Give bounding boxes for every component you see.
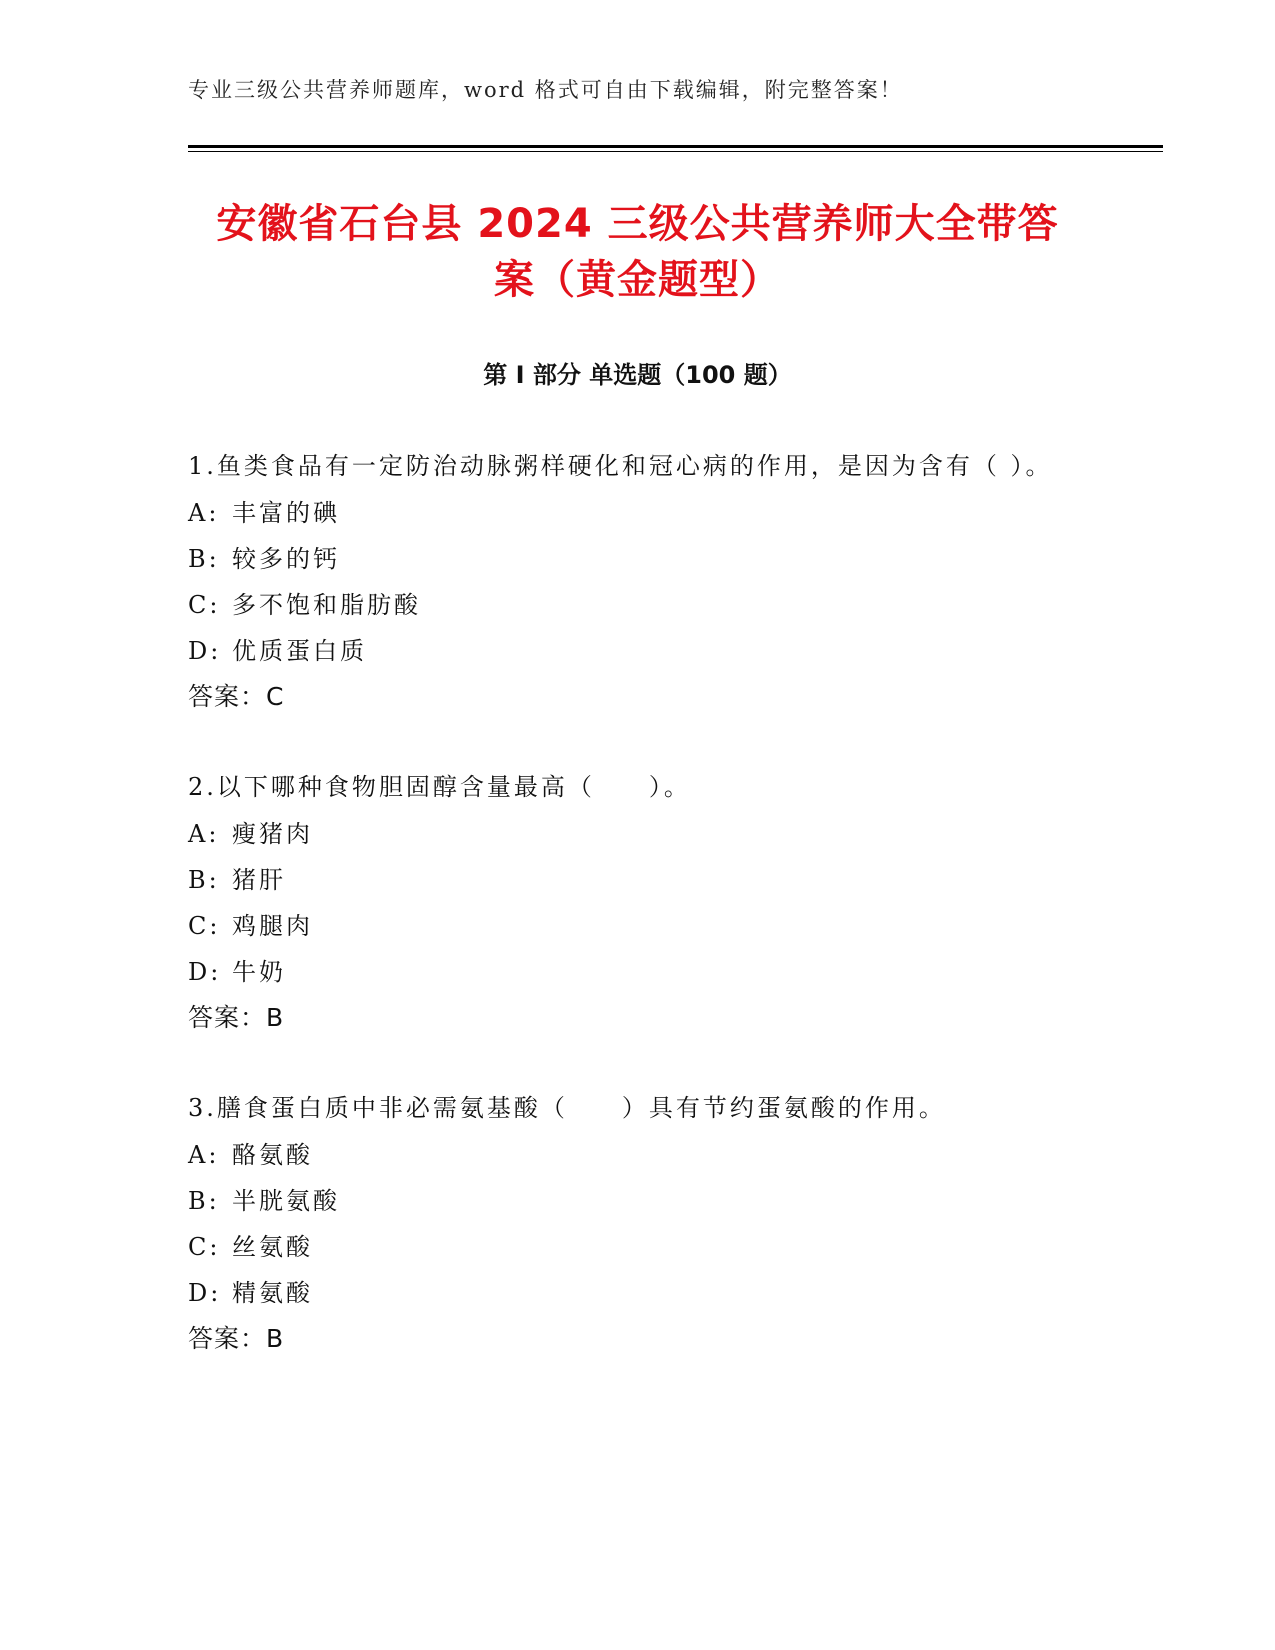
option-c (188, 1224, 1068, 1270)
option-c (188, 903, 1068, 949)
option-text: 丰富的碘 (232, 499, 340, 527)
question-stem: 1.鱼类食品有一定防治动脉粥样硬化和冠心病的作用，是因为含有（ ）。 (188, 452, 1053, 480)
option-a (188, 490, 1068, 536)
question-1 (188, 442, 1068, 720)
header-note: 专业三级公共营养师题库，word 格式可自由下载编辑，附完整答案！ (188, 78, 903, 102)
option-b (188, 857, 1068, 903)
question-list (188, 442, 1068, 1405)
option-letter: C: (188, 912, 221, 940)
option-text: 半胱氨酸 (232, 1187, 340, 1215)
question-2 (188, 763, 1068, 1041)
option-text: 较多的钙 (232, 545, 340, 573)
option-text: 优质蛋白质 (232, 637, 367, 665)
option-a (188, 811, 1068, 857)
answer-line: 答案：B (188, 1324, 285, 1353)
option-letter: A: (188, 820, 220, 848)
option-d (188, 949, 1068, 995)
option-b (188, 1178, 1068, 1224)
option-text: 多不饱和脂肪酸 (232, 591, 421, 619)
header-rule-thin (188, 151, 1163, 152)
option-d (188, 1270, 1068, 1316)
option-letter: B: (188, 1187, 220, 1215)
option-c (188, 582, 1068, 628)
option-letter: A: (188, 499, 220, 527)
option-letter: D: (188, 1279, 222, 1307)
option-text: 精氨酸 (232, 1279, 313, 1307)
question-3 (188, 1084, 1068, 1362)
option-text: 丝氨酸 (232, 1233, 313, 1261)
document-title (180, 196, 1095, 308)
option-letter: C: (188, 1233, 221, 1261)
title-line-1: 安徽省石台县 2024 三级公共营养师大全带答 (216, 201, 1059, 247)
answer-line: 答案：B (188, 1003, 285, 1032)
answer-line: 答案：C (188, 682, 285, 711)
option-text: 酪氨酸 (232, 1141, 313, 1169)
option-letter: A: (188, 1141, 220, 1169)
title-line-2: 案（黄金题型） (494, 257, 781, 303)
question-stem: 3.膳食蛋白质中非必需氨基酸（ ）具有节约蛋氨酸的作用。 (188, 1094, 946, 1122)
option-text: 牛奶 (232, 958, 286, 986)
option-letter: B: (188, 545, 220, 573)
option-text: 瘦猪肉 (232, 820, 313, 848)
option-letter: D: (188, 637, 222, 665)
option-letter: D: (188, 958, 222, 986)
option-text: 猪肝 (232, 866, 286, 894)
option-text: 鸡腿肉 (232, 912, 313, 940)
section-title: 第 I 部分 单选题（100 题） (483, 361, 792, 389)
option-letter: C: (188, 591, 221, 619)
header-rule-thick (188, 145, 1163, 148)
option-b (188, 536, 1068, 582)
option-a (188, 1132, 1068, 1178)
question-stem: 2.以下哪种食物胆固醇含量最高（ ）。 (188, 773, 691, 801)
option-d (188, 628, 1068, 674)
option-letter: B: (188, 866, 220, 894)
